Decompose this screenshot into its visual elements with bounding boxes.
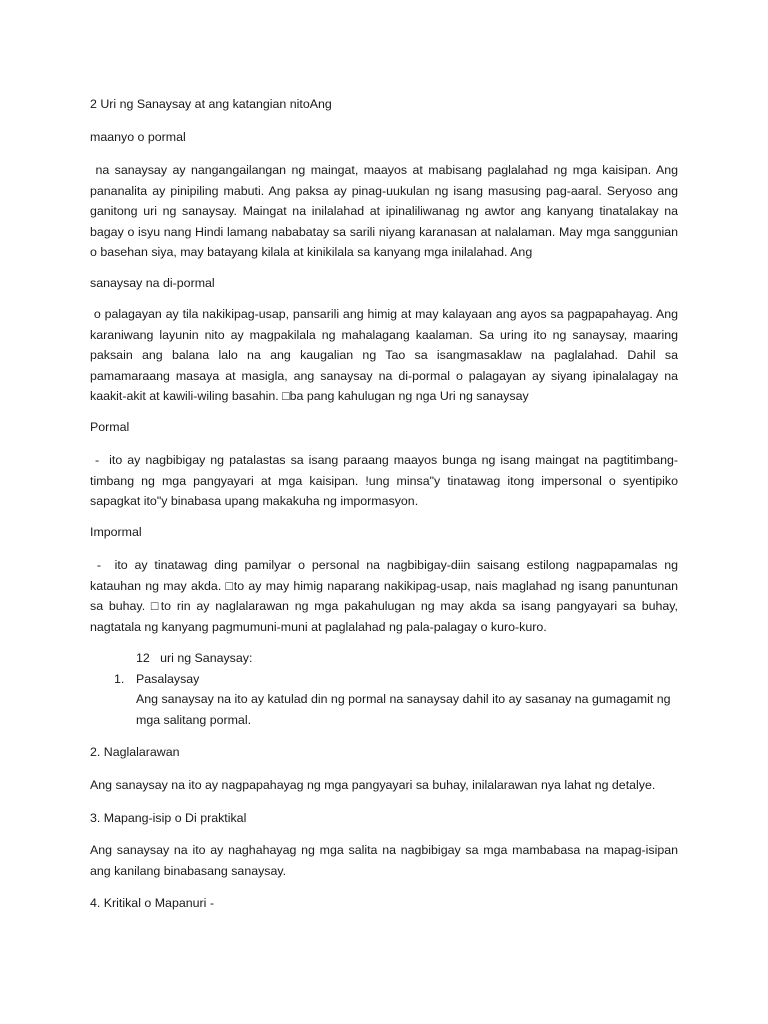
impormal-paragraph: - ito ay tinatawag ding pamilyar o personal na nagbibigay-diin saisang estilong nagpapamalas ng katauhan ng may akda. □to ay may himig naparang nakikipag-usap, nais maglahad ng isang panuntunan sa buhay. □to rin ay naglalarawan ng mga pakahulugan ng may akda sa isang pangyayari sa buhay, nagtatala ng kanyang pagmumuni-muni at paglalahad ng pala-palagay o kuro-kuro.: [90, 558, 682, 634]
impormal-heading: Impormal: [90, 525, 142, 539]
list-item-number: 1.: [114, 672, 125, 686]
informal-paragraph: o palagayan ay tila nakikipag-usap, pansarili ang himig at may kalayaan ang ayos sa pagpapahayag. Ang karaniwang layunin nito ay magpakilala ng mahalagang kaalaman. Sa uring ito ng sanaysay, maaring paksain ang balana lalo na ang kaugalian ng Tao sa isangmasaklaw na paglalahad. Dahil sa pamamaraang masaya at masigla, ang sanaysay na di-pormal o palagayan ay siyang ipinalalagay na kaakit-akit at kawili-wiling basahin. □ba pang kahulugan ng nga Uri ng sanaysay: [90, 307, 682, 403]
formal-heading: maanyo o pormal: [90, 130, 186, 144]
item2-title: 2. Naglalarawan: [90, 745, 180, 759]
item4-title: 4. Kritikal o Mapanuri -: [90, 896, 214, 910]
document-title: 2 Uri ng Sanaysay at ang katangian nitoAng: [90, 97, 332, 111]
item2-description: Ang sanaysay na ito ay nagpapahayag ng mga pangyayari sa buhay, inilalarawan nya lahat ng detalye.: [90, 778, 656, 792]
pormal-heading: Pormal: [90, 420, 130, 434]
pormal-paragraph: - ito ay nagbibigay ng patalastas sa isang paraang maayos bunga ng isang maingat na pagtitimbang-timbang ng mga pangyayari at mga kaisipan. !ung minsa"y tinatawag itong impersonal o syentipiko sapagkat ito"y binabasa upang makakuha ng impormasyon.: [90, 453, 682, 508]
informal-heading: sanaysay na di-pormal: [90, 276, 215, 290]
item1-title: Pasalaysay: [136, 672, 200, 686]
item3-description: Ang sanaysay na ito ay naghahayag ng mga salita na nagbibigay sa mga mambabasa na mapag-isipan ang kanilang binabasang sanaysay.: [90, 843, 678, 878]
item3-title: 3. Mapang-isip o Di praktikal: [90, 811, 247, 825]
list-intro: 12 uri ng Sanaysay:: [136, 651, 253, 665]
item1-description: Ang sanaysay na ito ay katulad din ng pormal na sanaysay dahil ito ay sasanay na gumagamit ng mga salitang pormal.: [136, 692, 671, 727]
formal-paragraph: na sanaysay ay nangangailangan ng maingat, maayos at mabisang paglalahad ng mga kaisipan. Ang pananalita ay pinipiling mabuti. Ang paksa ay pinag-uukulan ng isang masusing pag-aaral. Seryoso ang ganitong uri ng sanaysay. Maingat na inilalahad at ipinaliliwanag ng awtor ang kanyang tinatalakay na bagay o isyu nang Hindi lamang nababatay sa sarili niyang karanasan at nalalaman. May mga sanggunian o basehan siya, may batayang kilala at kinikilala sa kanyang mga inilalahad. Ang: [90, 163, 682, 259]
